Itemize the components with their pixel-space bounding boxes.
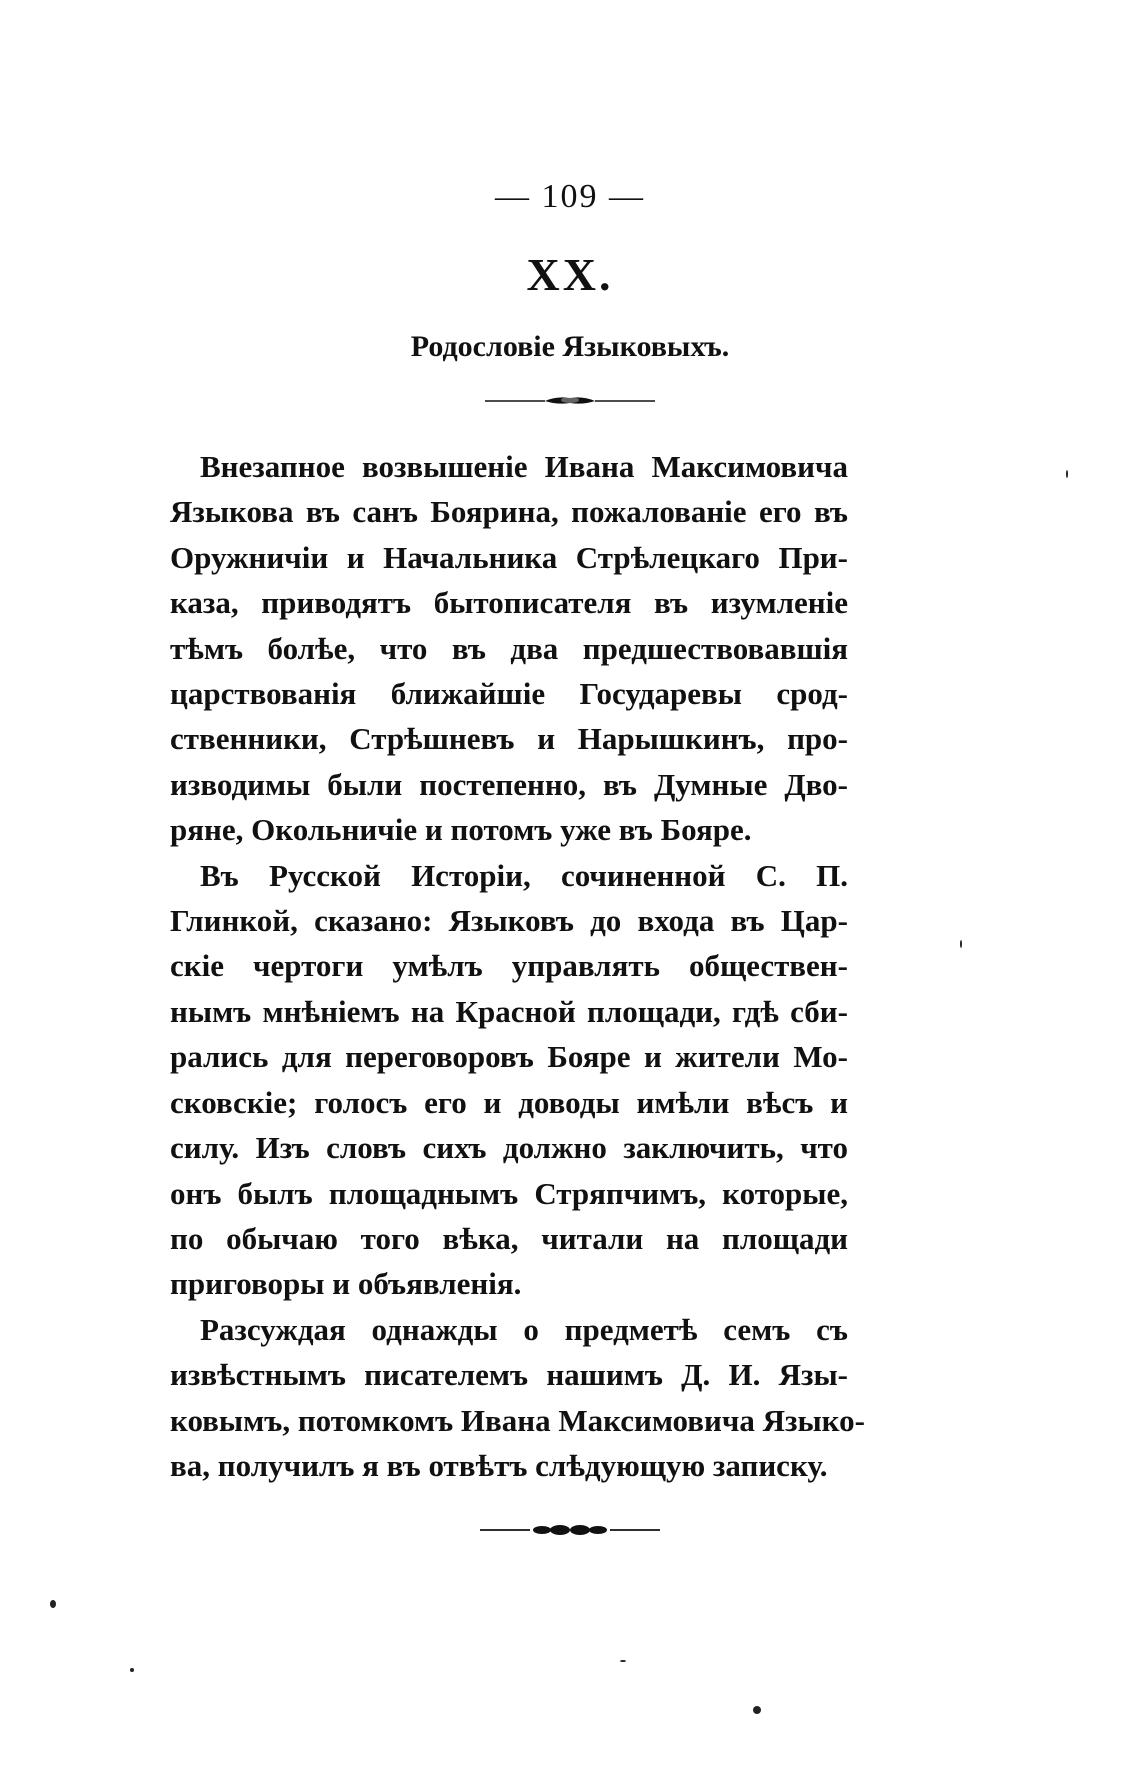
bottom-ornament-divider [0, 1522, 1140, 1538]
scan-speck [50, 1600, 56, 1608]
text-line: рались для переговоровъ Бояре и жители Мо- [170, 1039, 848, 1075]
ornament-rule-icon [480, 1522, 660, 1538]
paragraph [170, 444, 848, 853]
text-line: Языкова въ санъ Боярина, пожалованіе его въ [170, 494, 848, 530]
top-ornament-divider [0, 394, 1140, 408]
scan-speck [1066, 470, 1068, 478]
text-line: Разсуждая однажды о предметѣ семъ съ [200, 1311, 848, 1347]
page-number: — 109 — [495, 178, 645, 215]
scan-speck [130, 1668, 134, 1672]
text-line: приговоры и объявленія. [170, 1266, 522, 1302]
text-line: Оружничіи и Начальника Стрѣлецкаго При- [170, 539, 848, 575]
text-line: ковымъ, потомкомъ Ивана Максимовича Языко- [170, 1402, 865, 1438]
text-line: Въ Русской Исторіи, сочиненной С. П. [200, 857, 848, 893]
text-line: сковскіе; голосъ его и доводы имѣли вѣсъ и [170, 1084, 848, 1120]
body-text [170, 444, 865, 1488]
paragraph [170, 1307, 865, 1489]
text-line: ственники, Стрѣшневъ и Нарышкинъ, про- [170, 721, 848, 757]
paragraph [170, 853, 848, 1307]
scan-speck [753, 1706, 761, 1714]
chapter-title: Родословіе Языковыхъ. [410, 330, 730, 363]
text-line: Глинкой, сказано: Языковъ до входа въ Цар- [170, 903, 848, 939]
text-line: ва, получилъ я въ отвѣтъ слѣдующую записку. [170, 1447, 828, 1483]
text-line: изводимы были постепенно, въ Думные Дво- [170, 766, 848, 802]
text-line: скіе чертоги умѣлъ управлять обществен- [170, 948, 848, 984]
text-line: онъ былъ площаднымъ Стряпчимъ, которые, [170, 1175, 848, 1211]
text-line: царствованія ближайшіе Государевы срод- [170, 676, 848, 712]
text-line: ряне, Окольничіе и потомъ уже въ Бояре. [170, 812, 752, 848]
text-line: извѣстнымъ писателемъ нашимъ Д. И. Язы- [170, 1357, 848, 1393]
text-line: по обычаю того вѣка, читали на площади [170, 1220, 848, 1256]
text-line: тѣмъ болѣе, что въ два предшествовавшія [170, 630, 848, 666]
text-line: силу. Изъ словъ сихъ должно заключить, что [170, 1130, 848, 1166]
text-line: каза, приводятъ бытописателя въ изумленіе [170, 585, 848, 621]
scan-speck [620, 1660, 626, 1662]
text-line: Внезапное возвышеніе Ивана Максимовича [200, 449, 848, 484]
text-line: нымъ мнѣніемъ на Красной площади, гдѣ сби- [170, 993, 848, 1029]
scan-speck [960, 940, 962, 948]
chapter-numeral: XX. [526, 249, 614, 300]
ornament-rule-icon [485, 394, 655, 408]
